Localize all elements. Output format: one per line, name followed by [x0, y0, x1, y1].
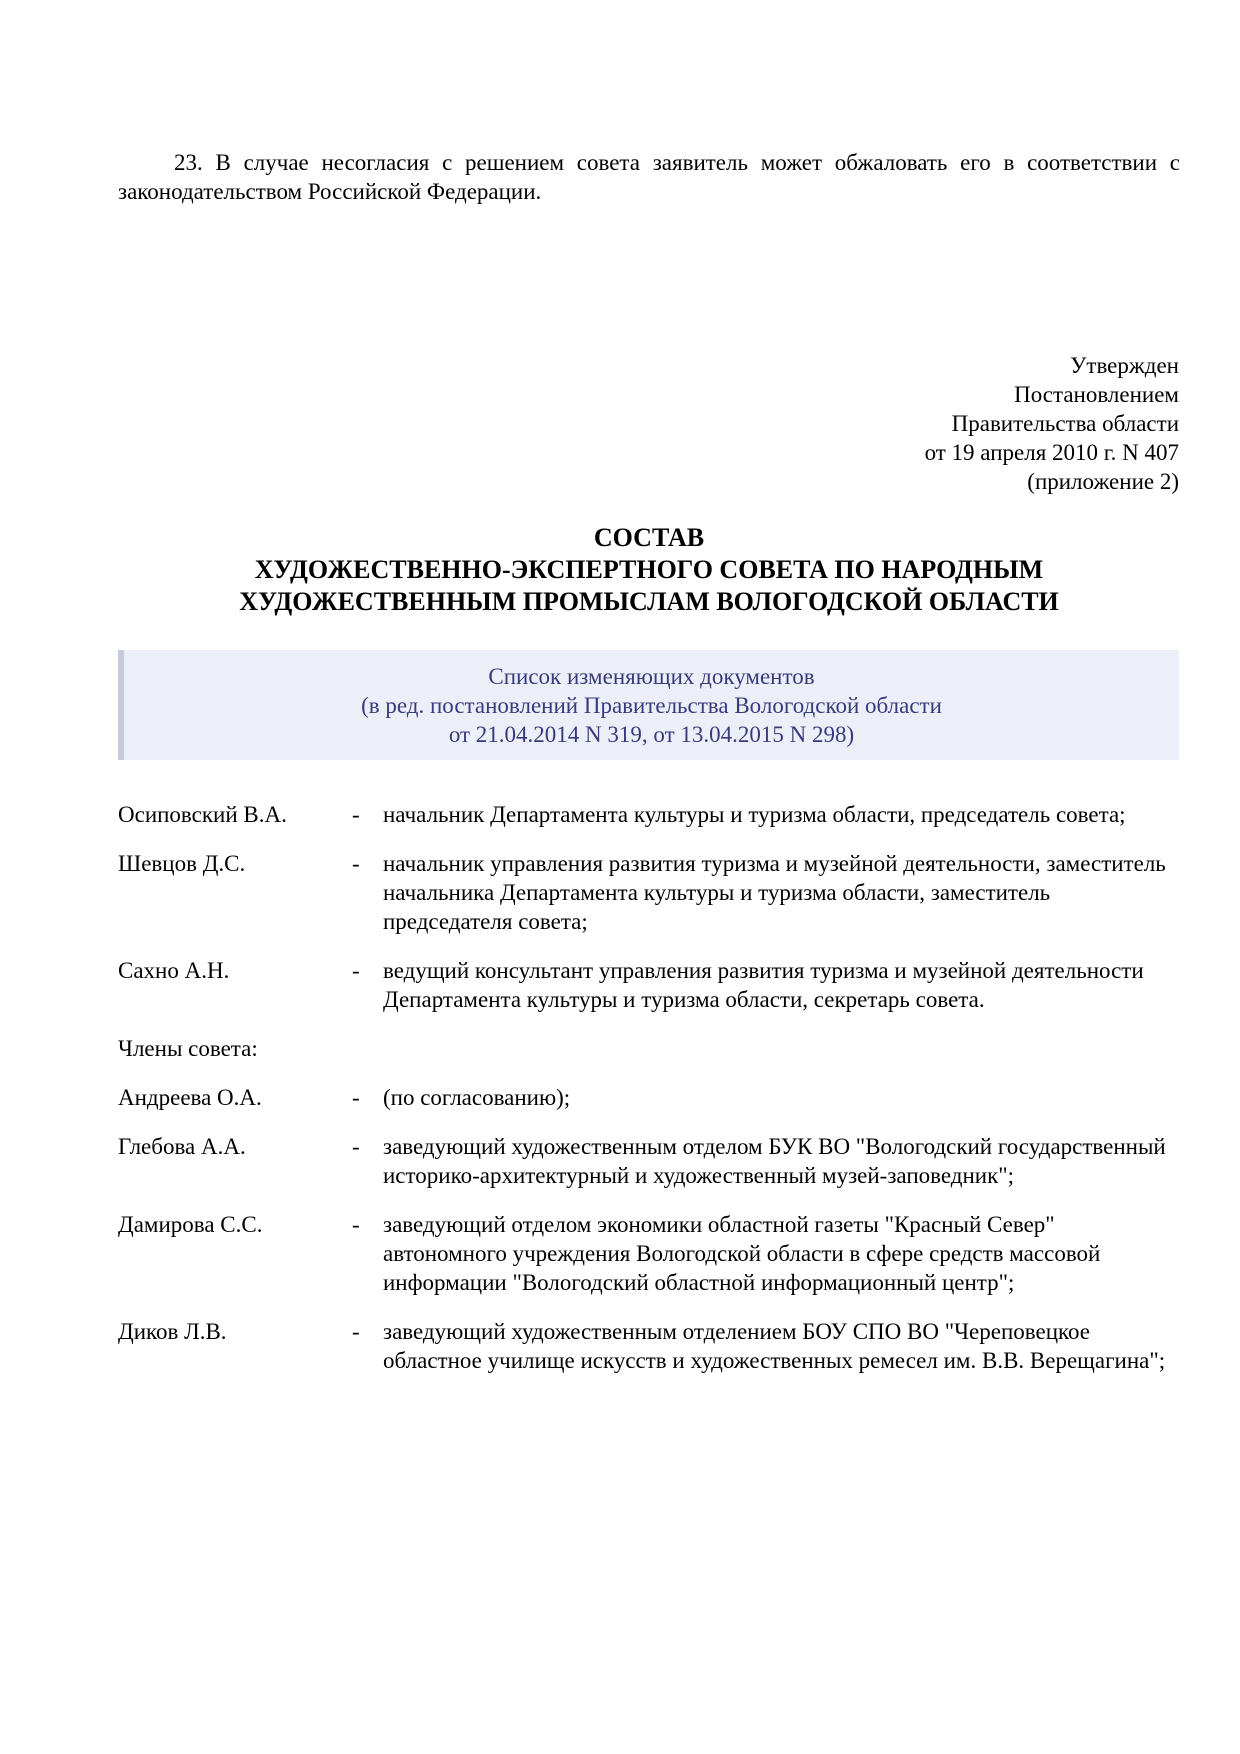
title-line: ХУДОЖЕСТВЕННЫМ ПРОМЫСЛАМ ВОЛОГОДСКОЙ ОБЛАСТИ: [239, 587, 1059, 616]
approval-line: Правительства области: [951, 411, 1179, 436]
member-dash: -: [352, 1085, 360, 1110]
title-line: ХУДОЖЕСТВЕННО-ЭКСПЕРТНОГО СОВЕТА ПО НАРОДНЫМ: [254, 555, 1044, 584]
member-name: Дамирова С.С.: [118, 1212, 263, 1237]
member-row: [118, 800, 1180, 829]
member-name: Андреева О.А.: [118, 1085, 262, 1110]
member-description: начальник управления развития туризма и музейной деятельности, заместитель начальника Департамента культуры и туризма области, заместитель председателя совета;: [383, 851, 1166, 934]
member-row: [118, 1317, 1180, 1375]
member-dash: -: [352, 851, 360, 876]
approval-line: от 19 апреля 2010 г. N 407: [924, 440, 1179, 465]
member-description: заведующий отделом экономики областной газеты "Красный Север" автономного учреждения Вологодской области в сфере средств массовой информации "Вологодский областной информационный центр";: [383, 1212, 1101, 1295]
approval-block: [925, 351, 1179, 496]
changes-line: (в ред. постановлений Правительства Вологодской области: [361, 693, 942, 718]
member-description: начальник Департамента культуры и туризма области, председатель совета;: [383, 802, 1126, 827]
member-row: [118, 956, 1180, 1014]
member-dash: -: [352, 958, 360, 983]
member-row: [118, 849, 1180, 936]
approval-line: Утвержден: [1070, 353, 1179, 378]
member-name: Глебова А.А.: [118, 1134, 246, 1159]
member-row: [118, 1083, 1180, 1112]
member-description: (по согласованию);: [383, 1085, 571, 1110]
member-description: заведующий художественным отделением БОУ СПО ВО "Череповецкое областное училище искусств и художественных ремесел им. В.В. Верещагина";: [383, 1319, 1166, 1373]
member-dash: -: [352, 1319, 360, 1344]
amending-documents-box: [118, 650, 1179, 760]
member-row: [118, 1210, 1180, 1297]
council-composition: [118, 800, 1180, 1395]
member-dash: -: [352, 1134, 360, 1159]
changes-line: от 21.04.2014 N 319, от 13.04.2015 N 298): [448, 722, 855, 747]
member-name: Осиповский В.А.: [118, 802, 287, 827]
members-heading: Члены совета:: [118, 1036, 258, 1061]
member-description: ведущий консультант управления развития туризма и музейной деятельности Департамента культуры и туризма области, секретарь совета.: [383, 958, 1144, 1012]
approval-line: (приложение 2): [1027, 469, 1179, 494]
member-description: заведующий художественным отделом БУК ВО "Вологодский государственный историко-архитектурный и художественный музей-заповедник";: [383, 1134, 1166, 1188]
member-row: [118, 1132, 1180, 1190]
document-title: [118, 522, 1180, 618]
changes-line: Список изменяющих документов: [488, 664, 815, 689]
approval-line: Постановлением: [1014, 382, 1179, 407]
title-line: СОСТАВ: [593, 523, 705, 552]
member-dash: -: [352, 1212, 360, 1237]
paragraph-23: 23. В случае несогласия с решением совета заявитель может обжаловать его в соответствии с законодательством Российской Федерации.: [118, 150, 1180, 204]
member-name: Шевцов Д.С.: [118, 851, 246, 876]
member-dash: -: [352, 802, 360, 827]
member-name: Сахно А.Н.: [118, 958, 230, 983]
member-name: Диков Л.В.: [118, 1319, 227, 1344]
